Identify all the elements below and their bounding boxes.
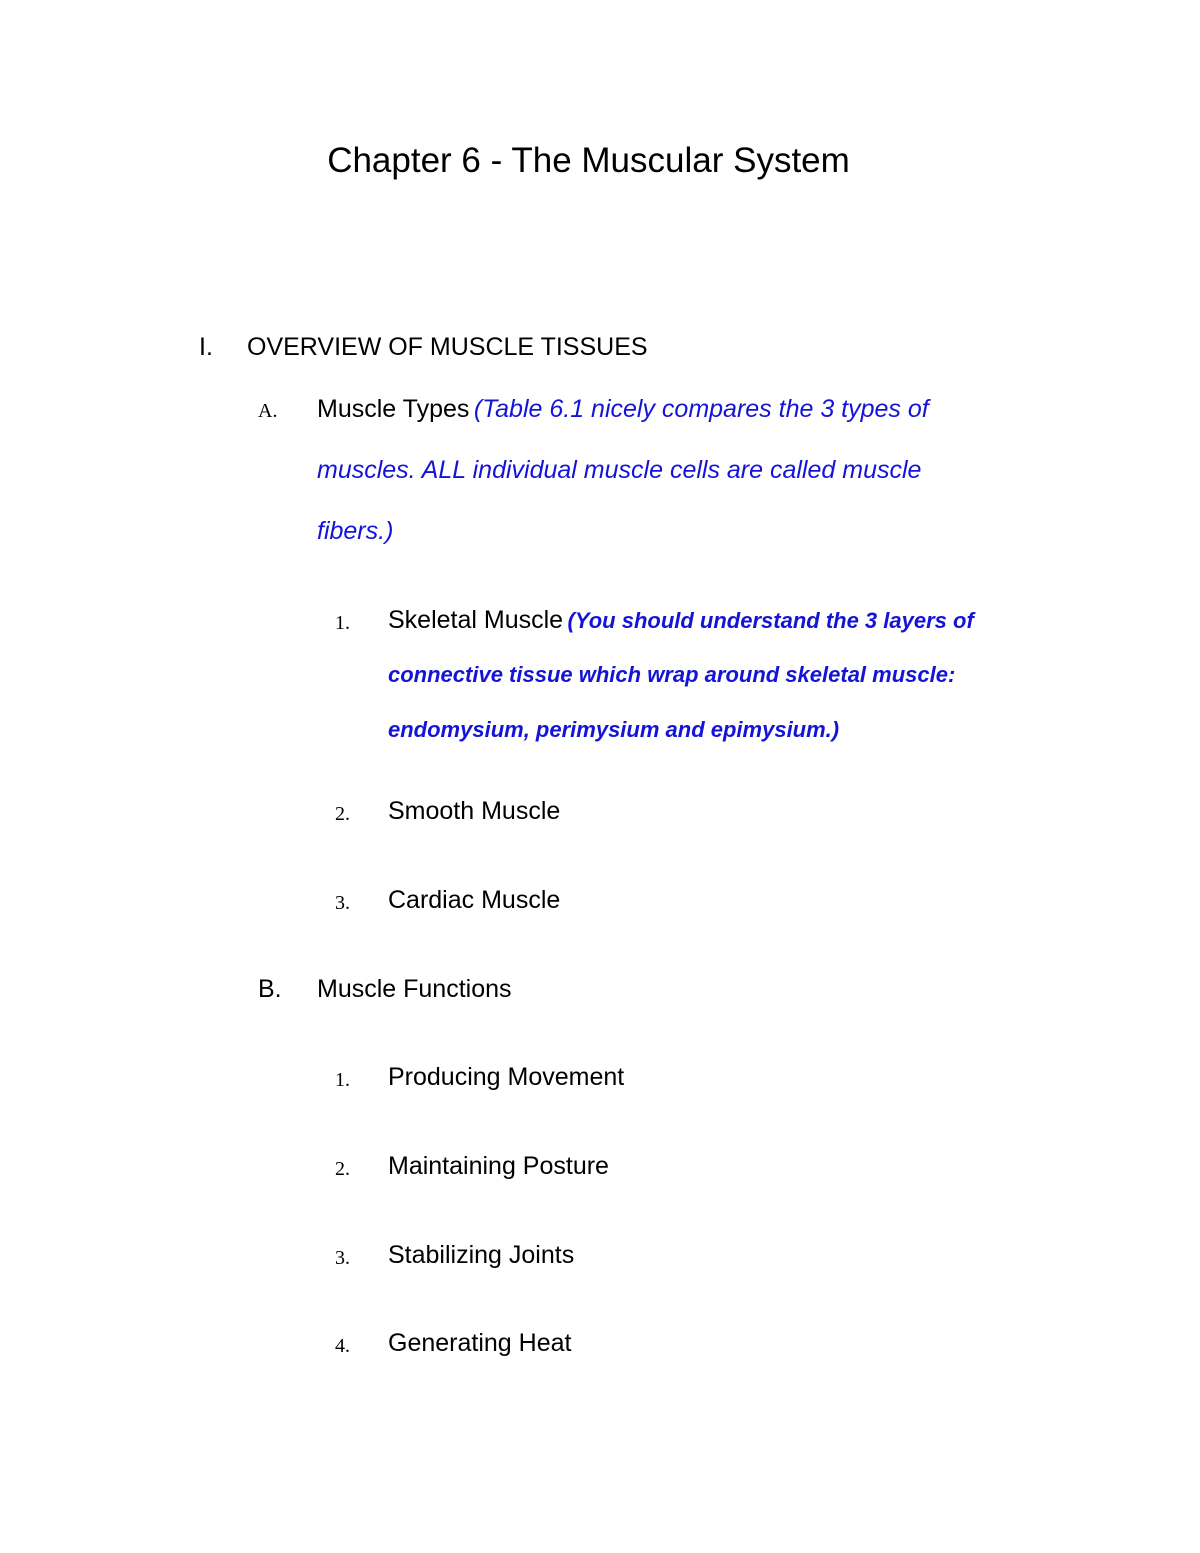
list-item-label: Skeletal Muscle bbox=[388, 606, 564, 634]
list-item-marker: 3. bbox=[335, 892, 350, 914]
list-item-maintaining-posture: Maintaining Posture bbox=[388, 1152, 609, 1180]
list-item-skeletal-line1 bbox=[388, 606, 974, 635]
list-item-cardiac-muscle: Cardiac Muscle bbox=[388, 886, 561, 914]
list-item-generating-heat: Generating Heat bbox=[388, 1329, 572, 1357]
skeletal-note-line1: (You should understand the 3 layers of bbox=[567, 608, 974, 633]
list-item-marker: 1. bbox=[335, 1069, 350, 1091]
subsection-a-note-line3: fibers.) bbox=[317, 517, 394, 545]
section-marker-roman: I. bbox=[199, 333, 213, 361]
subsection-a-label: Muscle Types bbox=[317, 395, 470, 423]
subsection-b-label: Muscle Functions bbox=[317, 975, 512, 1003]
list-item-producing-movement: Producing Movement bbox=[388, 1063, 625, 1091]
subsection-marker-a: A. bbox=[258, 400, 278, 422]
list-item-marker: 2. bbox=[335, 803, 350, 825]
list-item-marker: 3. bbox=[335, 1247, 350, 1269]
subsection-a-line1 bbox=[317, 395, 929, 424]
page-title: Chapter 6 - The Muscular System bbox=[327, 141, 850, 180]
list-item-marker: 2. bbox=[335, 1158, 350, 1180]
skeletal-note-line2: connective tissue which wrap around skeletal muscle: bbox=[388, 662, 956, 687]
skeletal-note-line3: endomysium, perimysium and epimysium.) bbox=[388, 717, 840, 742]
subsection-marker-b: B. bbox=[258, 975, 282, 1003]
list-item-marker: 4. bbox=[335, 1335, 350, 1357]
list-item-stabilizing-joints: Stabilizing Joints bbox=[388, 1241, 575, 1269]
section-heading: OVERVIEW OF MUSCLE TISSUES bbox=[247, 333, 648, 361]
subsection-a-note-line2: muscles. ALL individual muscle cells are called muscle bbox=[317, 456, 922, 484]
list-item-smooth-muscle: Smooth Muscle bbox=[388, 797, 561, 825]
subsection-a-note-line1: (Table 6.1 nicely compares the 3 types of bbox=[473, 395, 929, 423]
list-item-marker: 1. bbox=[335, 612, 350, 634]
